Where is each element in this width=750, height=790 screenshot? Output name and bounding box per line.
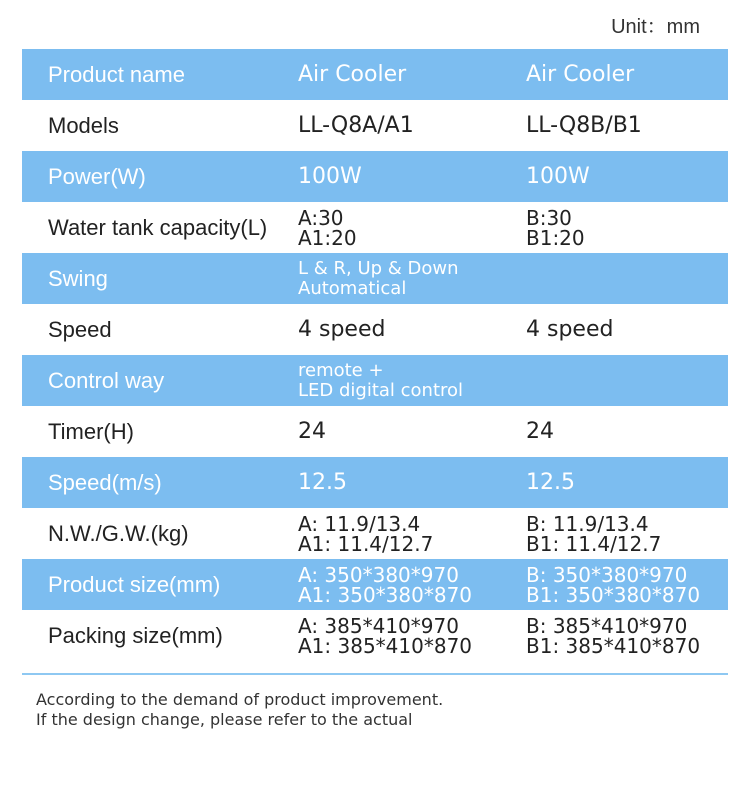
value-b: 12.5 <box>526 469 575 495</box>
table-row-packing-size <box>22 610 728 661</box>
value-a: 12.5 <box>298 469 347 495</box>
table-row-weight <box>22 508 728 559</box>
value-a <box>298 202 524 253</box>
value-line: A1:20 <box>298 225 357 250</box>
row-label: Water tank capacity(L) <box>48 214 268 240</box>
table-row-speed-ms <box>22 457 728 508</box>
value-a: 4 speed <box>298 316 386 342</box>
value-line: A1: 385*410*870 <box>298 633 473 658</box>
value-a <box>298 355 718 406</box>
spec-table <box>22 49 728 661</box>
value-line: A:30 <box>298 205 344 230</box>
value-b <box>526 559 726 610</box>
value-line: B1:20 <box>526 225 585 250</box>
table-row-speed <box>22 304 728 355</box>
value-b: 4 speed <box>526 316 614 342</box>
row-label: Models <box>48 112 119 138</box>
value-a: LL-Q8A/A1 <box>298 112 414 138</box>
value-line: remote + <box>298 359 384 381</box>
row-label: Speed <box>48 316 112 342</box>
row-label: Control way <box>48 367 165 393</box>
table-row-swing <box>22 253 728 304</box>
value-line: A1: 11.4/12.7 <box>298 531 434 556</box>
value-line: A: 385*410*970 <box>298 613 459 638</box>
value-a <box>298 559 524 610</box>
row-label: Product size(mm) <box>48 571 221 597</box>
value-line: B:30 <box>526 205 572 230</box>
row-label: Product name <box>48 61 185 87</box>
value-a: 100W <box>298 163 362 189</box>
model-a-name: Air Cooler <box>298 61 407 87</box>
table-row-control <box>22 355 728 406</box>
divider <box>22 673 728 675</box>
value-line: B1: 11.4/12.7 <box>526 531 662 556</box>
value-line: A1: 350*380*870 <box>298 582 473 607</box>
value-line: B1: 385*410*870 <box>526 633 701 658</box>
value-a: 24 <box>298 418 326 444</box>
value-line: L & R, Up & Down <box>298 257 459 279</box>
table-row-product-size <box>22 559 728 610</box>
unit-label: Unit：mm <box>611 16 700 38</box>
value-line: B: 385*410*970 <box>526 613 688 638</box>
value-b <box>526 202 726 253</box>
model-b-name: Air Cooler <box>526 61 635 87</box>
table-row-power <box>22 151 728 202</box>
table-row-header <box>22 49 728 100</box>
value-a <box>298 253 718 304</box>
table-row-timer <box>22 406 728 457</box>
value-line: B: 11.9/13.4 <box>526 511 649 536</box>
value-line: B1: 350*380*870 <box>526 582 701 607</box>
footnote <box>36 690 443 730</box>
value-line: A: 11.9/13.4 <box>298 511 421 536</box>
row-label: Power(W) <box>48 163 146 189</box>
table-row-models <box>22 100 728 151</box>
value-b: LL-Q8B/B1 <box>526 112 642 138</box>
value-line: B: 350*380*970 <box>526 562 688 587</box>
footnote-line: If the design change, please refer to the actual <box>36 710 413 729</box>
value-a <box>298 508 524 559</box>
value-b: 100W <box>526 163 590 189</box>
row-label: Timer(H) <box>48 418 134 444</box>
value-line: Automatical <box>298 277 407 299</box>
row-label: Speed(m/s) <box>48 469 162 495</box>
row-label: Swing <box>48 265 108 291</box>
row-label: N.W./G.W.(kg) <box>48 520 189 546</box>
footnote-line: According to the demand of product improvement. <box>36 690 444 709</box>
row-label: Packing size(mm) <box>48 622 223 648</box>
value-line: LED digital control <box>298 379 464 401</box>
value-b <box>526 508 726 559</box>
value-b <box>526 610 726 661</box>
value-line: A: 350*380*970 <box>298 562 459 587</box>
value-a <box>298 610 524 661</box>
value-b: 24 <box>526 418 554 444</box>
table-row-tank <box>22 202 728 253</box>
